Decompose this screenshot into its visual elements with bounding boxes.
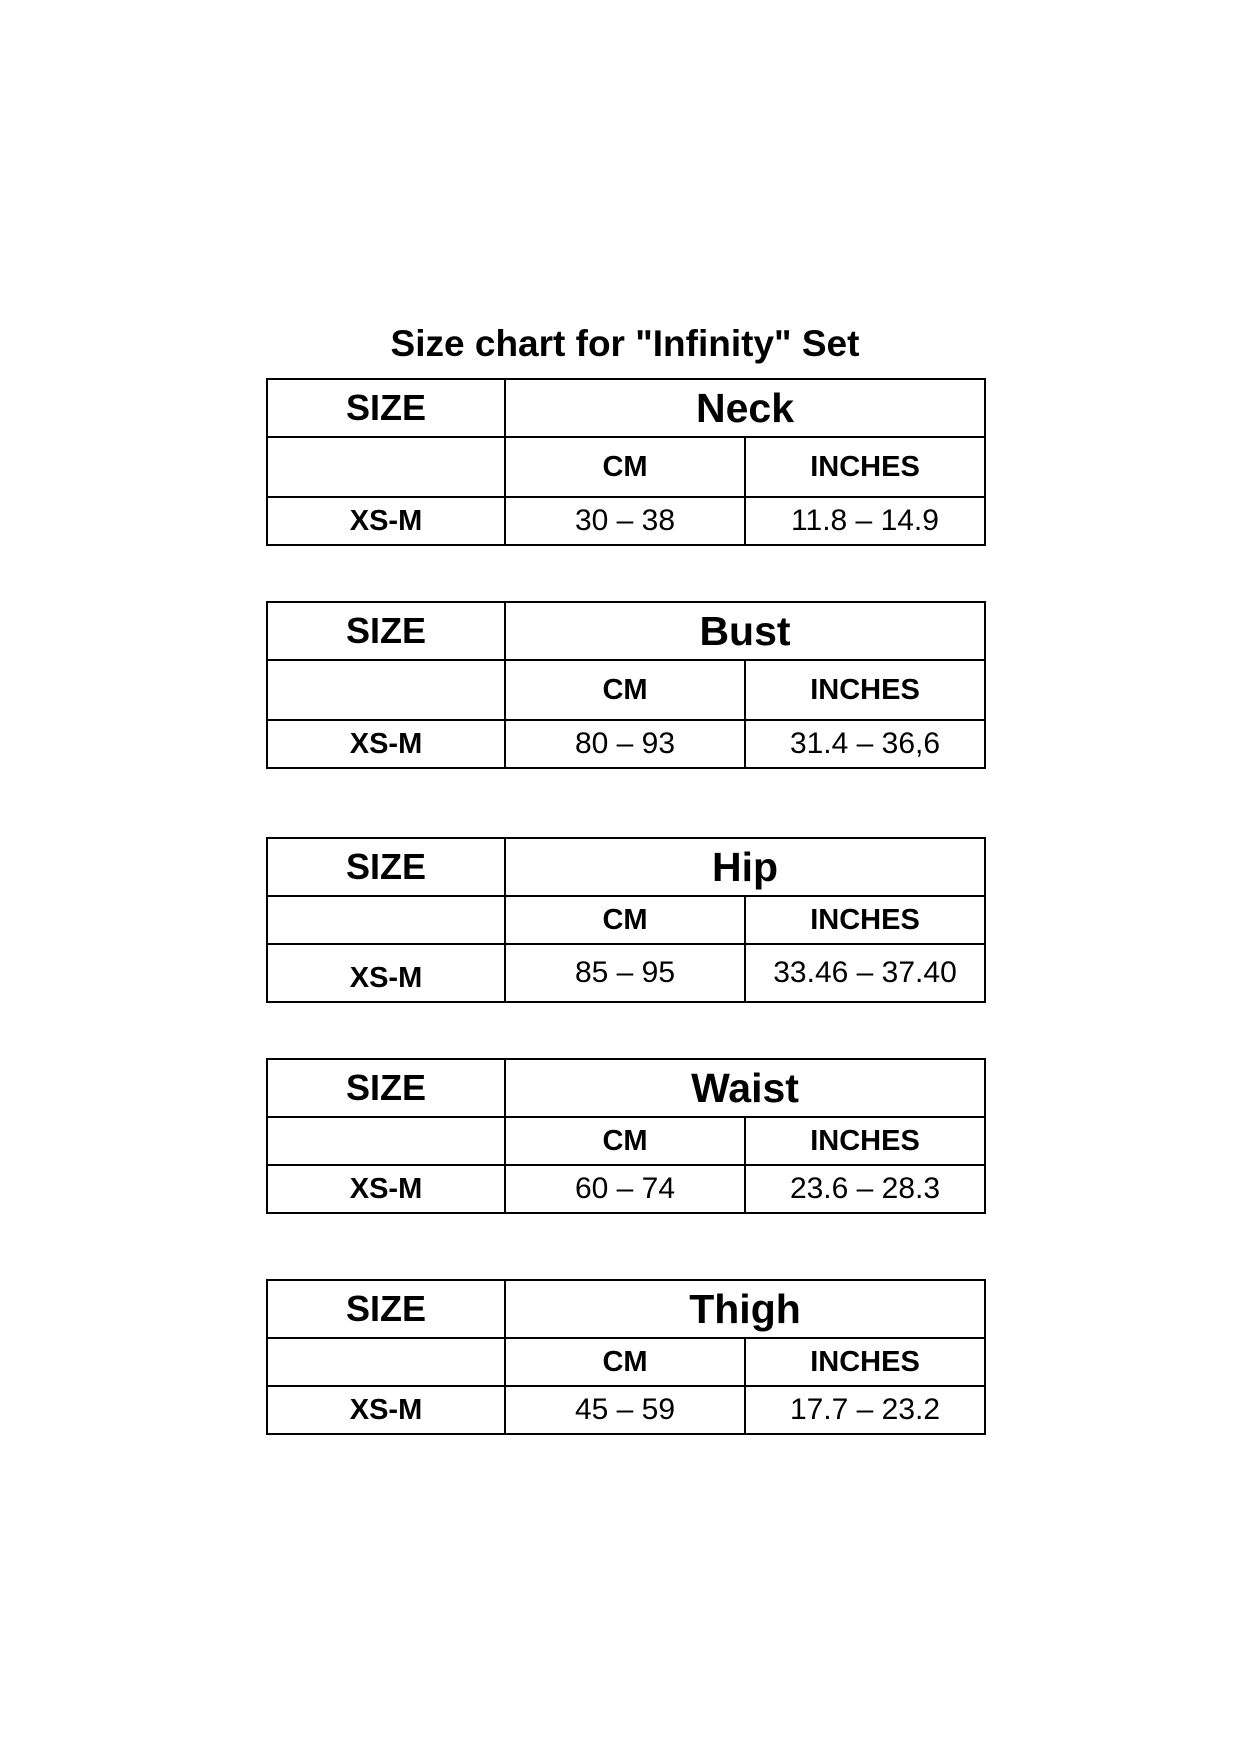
size-cell: XS-M bbox=[267, 1165, 505, 1213]
unit-header-row bbox=[267, 437, 985, 497]
inches-header: INCHES bbox=[745, 896, 985, 944]
cm-value-cell: 60 – 74 bbox=[505, 1165, 745, 1213]
table-row bbox=[267, 497, 985, 545]
empty-cell bbox=[267, 1117, 505, 1165]
measure-header: Hip bbox=[505, 838, 985, 896]
size-column-header: SIZE bbox=[267, 379, 505, 437]
inches-header: INCHES bbox=[745, 660, 985, 720]
size-column-header: SIZE bbox=[267, 602, 505, 660]
inches-header: INCHES bbox=[745, 437, 985, 497]
measure-header: Thigh bbox=[505, 1280, 985, 1338]
cm-header: CM bbox=[505, 896, 745, 944]
table-header-row bbox=[267, 602, 985, 660]
size-column-header: SIZE bbox=[267, 838, 505, 896]
table-header-row bbox=[267, 379, 985, 437]
size-cell: XS-M bbox=[267, 1386, 505, 1434]
thigh-size-table bbox=[266, 1279, 986, 1435]
inches-value-cell: 11.8 – 14.9 bbox=[745, 497, 985, 545]
neck-size-table bbox=[266, 378, 986, 546]
empty-cell bbox=[267, 896, 505, 944]
table-header-row bbox=[267, 838, 985, 896]
cm-header: CM bbox=[505, 1338, 745, 1386]
unit-header-row bbox=[267, 1117, 985, 1165]
cm-value-cell: 30 – 38 bbox=[505, 497, 745, 545]
inches-value-cell: 31.4 – 36,6 bbox=[745, 720, 985, 768]
size-column-header: SIZE bbox=[267, 1059, 505, 1117]
size-cell: XS-M bbox=[267, 944, 505, 1002]
table-header-row bbox=[267, 1059, 985, 1117]
inches-value-cell: 33.46 – 37.40 bbox=[745, 944, 985, 1002]
cm-value-cell: 80 – 93 bbox=[505, 720, 745, 768]
size-column-header: SIZE bbox=[267, 1280, 505, 1338]
table-row bbox=[267, 944, 985, 1002]
measure-header: Bust bbox=[505, 602, 985, 660]
page-title: Size chart for "Infinity" Set bbox=[390, 323, 860, 364]
size-cell: XS-M bbox=[267, 720, 505, 768]
unit-header-row bbox=[267, 896, 985, 944]
cm-value-cell: 85 – 95 bbox=[505, 944, 745, 1002]
cm-value-cell: 45 – 59 bbox=[505, 1386, 745, 1434]
waist-size-table bbox=[266, 1058, 986, 1214]
cm-header: CM bbox=[505, 437, 745, 497]
size-cell: XS-M bbox=[267, 497, 505, 545]
unit-header-row bbox=[267, 1338, 985, 1386]
table-row bbox=[267, 720, 985, 768]
inches-header: INCHES bbox=[745, 1117, 985, 1165]
empty-cell bbox=[267, 660, 505, 720]
measure-header: Waist bbox=[505, 1059, 985, 1117]
hip-size-table bbox=[266, 837, 986, 1003]
inches-header: INCHES bbox=[745, 1338, 985, 1386]
bust-size-table bbox=[266, 601, 986, 769]
table-row bbox=[267, 1386, 985, 1434]
cm-header: CM bbox=[505, 1117, 745, 1165]
measure-header: Neck bbox=[505, 379, 985, 437]
empty-cell bbox=[267, 1338, 505, 1386]
table-header-row bbox=[267, 1280, 985, 1338]
cm-header: CM bbox=[505, 660, 745, 720]
empty-cell bbox=[267, 437, 505, 497]
inches-value-cell: 17.7 – 23.2 bbox=[745, 1386, 985, 1434]
unit-header-row bbox=[267, 660, 985, 720]
inches-value-cell: 23.6 – 28.3 bbox=[745, 1165, 985, 1213]
table-row bbox=[267, 1165, 985, 1213]
